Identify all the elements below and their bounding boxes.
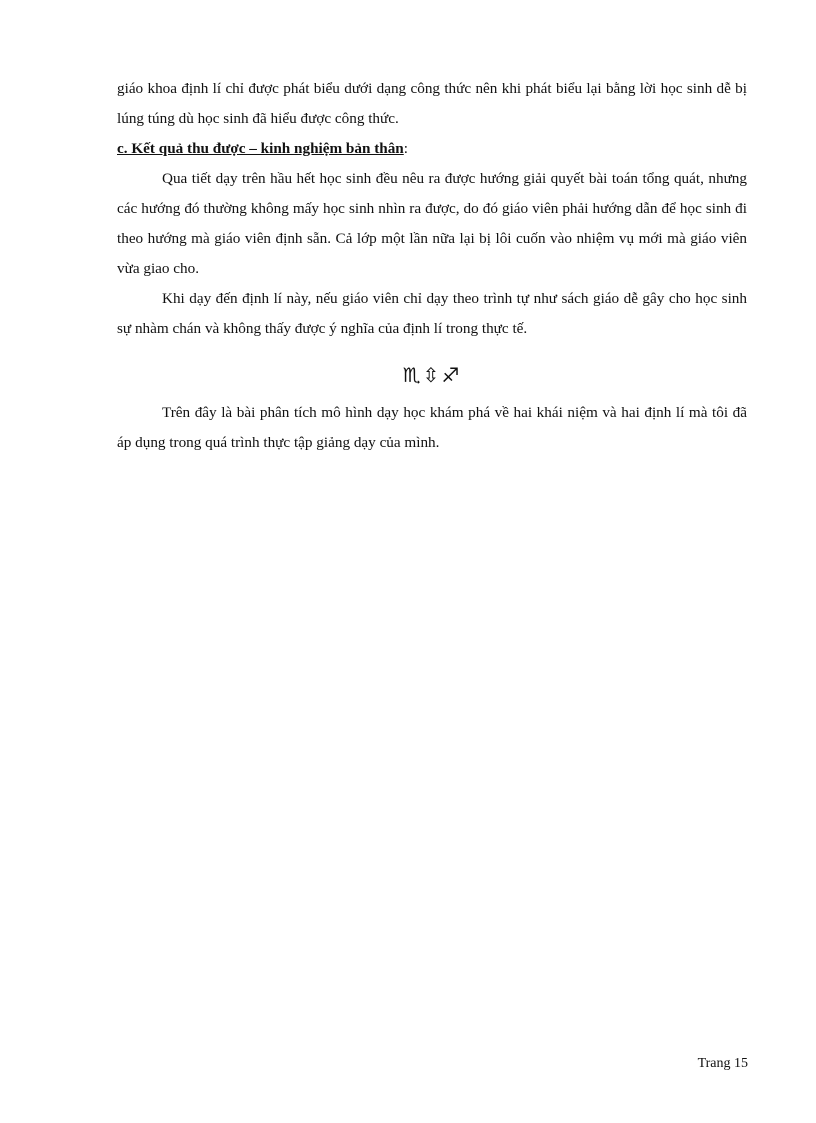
page-number: Trang 15 [697, 1056, 748, 1071]
paragraph-teaching: Khi dạy đến định lí này, nếu giáo viên chỉ dạy theo trình tự như sách giáo dễ gây cho học sinh sự nhàm chán và không thấy được ý nghĩa của định lí trong thực tế. [117, 290, 747, 337]
paragraph-results: Qua tiết dạy trên hầu hết học sinh đều nêu ra được hướng giải quyết bài toán tổng quát, nhưng các hướng đó thường không mấy học sinh nhìn ra được, do đó giáo viên phải hướng dẫn để học sinh đi theo hướng mà giáo viên định sẵn. Cả lớp một lần nữa lại bị lôi cuốn vào nhiệm vụ mới mà giáo viên vừa giao cho. [117, 170, 747, 277]
document-body [117, 74, 747, 458]
paragraph-summary: Trên đây là bài phân tích mô hình dạy học khám phá về hai khái niệm và hai định lí mà tôi đã áp dụng trong quá trình thực tập giảng dạy của mình. [117, 404, 747, 451]
ornament-divider: ♏⇳♐ [402, 363, 462, 387]
section-heading-line [117, 134, 747, 164]
section-heading-suffix: : [403, 140, 408, 157]
section-heading: c. Kết quả thu được – kinh nghiệm bản thân [117, 140, 404, 157]
paragraph-continuation: giáo khoa định lí chỉ được phát biểu dưới dạng công thức nên khi phát biểu lại bằng lời học sinh dễ bị lúng túng dù học sinh đã hiểu được công thức. [117, 80, 747, 127]
